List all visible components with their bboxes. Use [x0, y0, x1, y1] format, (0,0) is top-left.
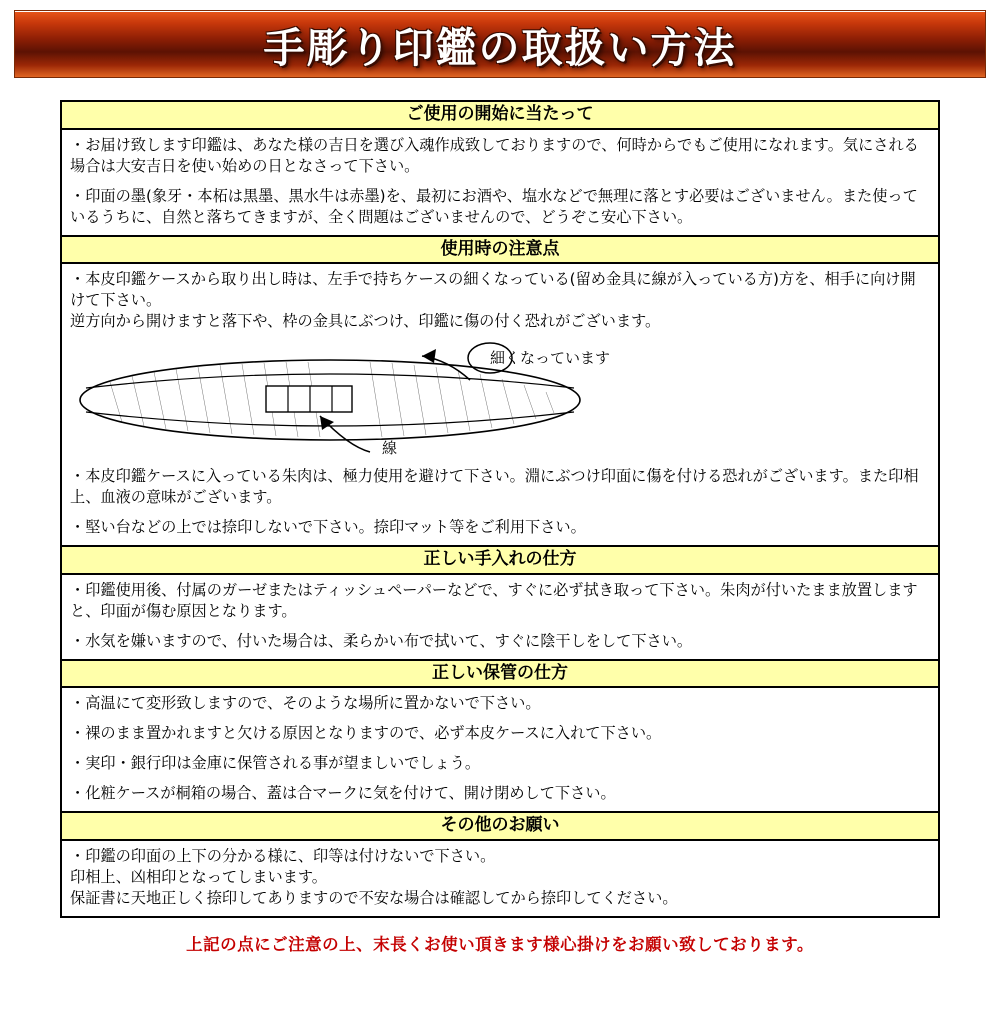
- paragraph: ・本皮印鑑ケースに入っている朱肉は、極力使用を避けて下さい。淵にぶつけ印面に傷を付ける恐れがございます。また印相上、血液の意味がございます。: [70, 467, 919, 507]
- case-illustration: [70, 334, 930, 462]
- section-heading-storage: 正しい保管の仕方: [62, 659, 938, 689]
- document-body: [60, 100, 940, 918]
- figure-label-narrow-side: 細くなっています: [490, 349, 611, 368]
- section-body-other-requests: [62, 841, 938, 916]
- document-page: [0, 10, 1000, 1010]
- paragraph: ・本皮印鑑ケースから取り出し時は、左手で持ちケースの細くなっている(留め金具に線が入っている方)方を、相手に向け開けて下さい。: [70, 270, 916, 310]
- paragraph: 保証書に天地正しく捺印してありますので不安な場合は確認してから捺印してください。: [70, 888, 678, 907]
- figure-label-line: 線: [382, 439, 398, 458]
- paragraph: ・お届け致します印鑑は、あなた様の吉日を選び入魂作成致しておりますので、何時からでもご使用になれます。気にされる場合は大安吉日を使い始めの日となさって下さい。: [70, 135, 919, 175]
- section-body-care: [62, 575, 938, 659]
- paragraph: ・実印・銀行印は金庫に保管される事が望ましいでしょう。: [70, 754, 481, 773]
- paragraph: ・印鑑使用後、付属のガーゼまたはティッシュペーパーなどで、すぐに必ず拭き取って下さい。朱肉が付いたまま放置しますと、印面が傷む原因となります。: [70, 580, 918, 620]
- paragraph: ・高温にて変形致しますので、そのような場所に置かないで下さい。: [70, 694, 541, 713]
- footer-note: 上記の点にご注意の上、末長くお使い頂きます様心掛けをお願い致しております。: [186, 934, 814, 954]
- paragraph: ・裸のまま置かれますと欠ける原因となりますので、必ず本皮ケースに入れて下さい。: [70, 724, 662, 743]
- section-heading-usage-cautions: 使用時の注意点: [62, 235, 938, 265]
- header-banner: [14, 10, 986, 78]
- section-body-usage-cautions: [62, 264, 938, 545]
- paragraph: ・水気を嫌いますので、付いた場合は、柔らかい布で拭いて、すぐに陰干しをして下さい。: [70, 631, 693, 650]
- section-heading-care: 正しい手入れの仕方: [62, 545, 938, 575]
- paragraph: ・印鑑の印面の上下の分かる様に、印等は付けないで下さい。: [70, 846, 496, 865]
- section-heading-other-requests: その他のお願い: [62, 811, 938, 841]
- page-title: 手彫り印鑑の取扱い方法: [263, 23, 737, 72]
- paragraph: 印相上、凶相印となってしまいます。: [70, 867, 327, 886]
- section-body-start-of-use: [62, 130, 938, 235]
- section-body-storage: [62, 688, 938, 811]
- section-heading-start-of-use: ご使用の開始に当たって: [62, 102, 938, 130]
- paragraph: ・化粧ケースが桐箱の場合、蓋は合マークに気を付けて、開け閉めして下さい。: [70, 784, 616, 803]
- paragraph: ・印面の墨(象牙・本柘は黒墨、黒水牛は赤墨)を、最初にお酒や、塩水などで無理に落とす必要はございません。また使っているうちに、自然と落ちてきますが、全く問題はございませんので、どうぞこ安心下さい。: [70, 186, 918, 226]
- paragraph: ・堅い台などの上では捺印しないで下さい。捺印マット等をご利用下さい。: [70, 518, 586, 537]
- paragraph: 逆方向から開けますと落下や、枠の金具にぶつけ、印鑑に傷の付く恐れがございます。: [70, 312, 661, 331]
